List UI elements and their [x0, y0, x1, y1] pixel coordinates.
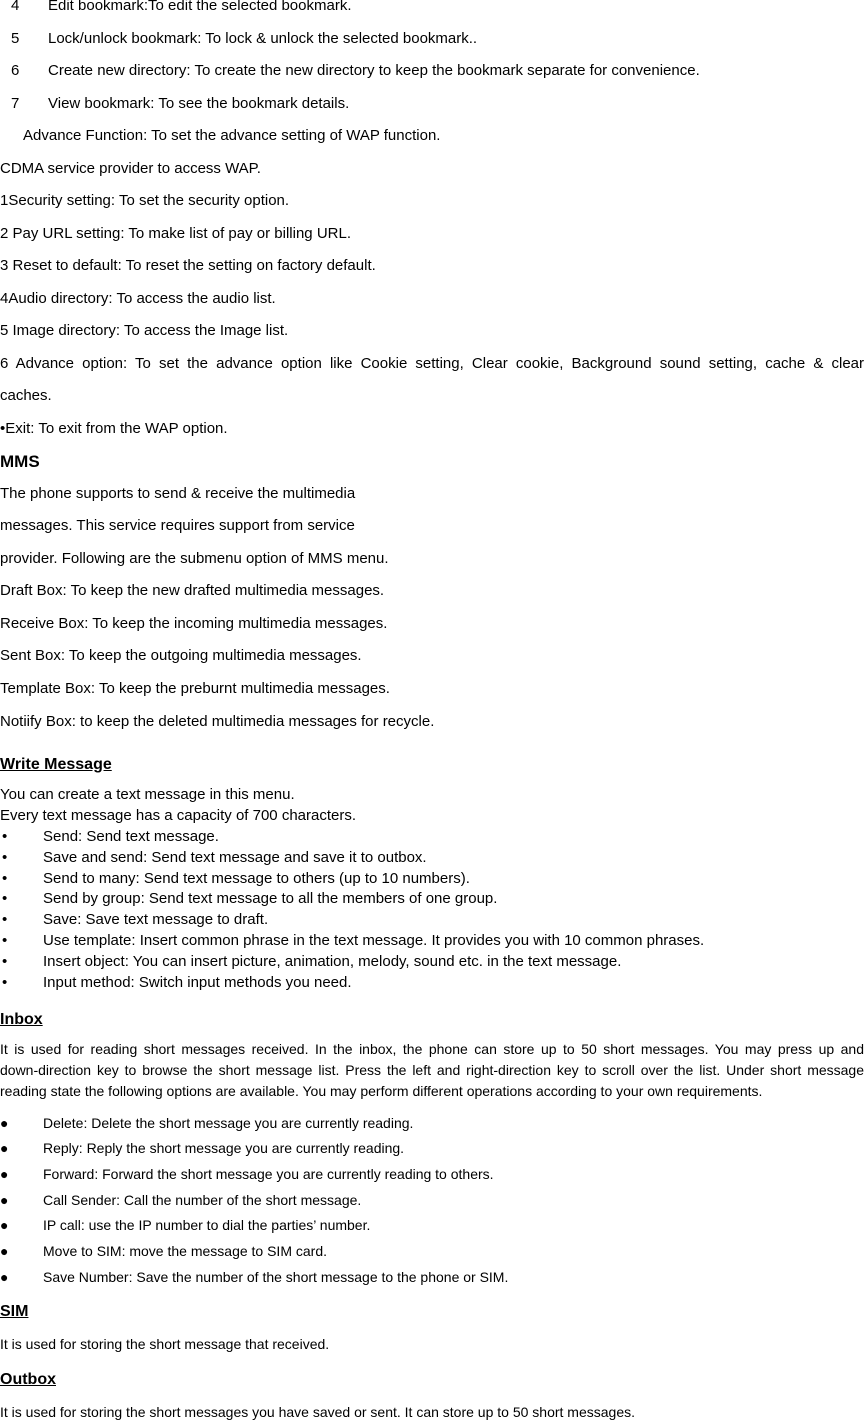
sim-heading: SIM [0, 1303, 29, 1320]
paragraph-line: Every text message has a capacity of 700 characters. [0, 807, 357, 824]
list-item: Send by group: Send text message to all the members of one group. [43, 890, 498, 907]
sim-text: It is used for storing the short message that received. [0, 1336, 330, 1352]
advance-option-line: 6 Advance option: To set the advance option like Cookie setting, Clear cookie, Background sound setting, cache & clear [0, 355, 864, 372]
bullet: ● [0, 1115, 9, 1131]
list-item: Call Sender: Call the number of the short message. [43, 1192, 362, 1208]
paragraph-line: You can create a text message in this menu. [0, 786, 295, 803]
bullet: ● [0, 1243, 9, 1259]
bullet: • [2, 932, 8, 949]
bullet: ● [0, 1140, 9, 1156]
list-item: Move to SIM: move the message to SIM card. [43, 1243, 327, 1259]
list-item: Save and send: Send text message and save it to outbox. [43, 849, 427, 866]
bullet: • [2, 870, 8, 887]
bullet: ● [0, 1269, 9, 1285]
paragraph-line: provider. Following are the submenu option of MMS menu. [0, 550, 389, 567]
list-item: 5 Image directory: To access the Image list. [0, 322, 289, 339]
list-item: Create new directory: To create the new directory to keep the bookmark separate for convenience. [48, 62, 700, 79]
bullet: • [2, 849, 8, 866]
list-item: 2 Pay URL setting: To make list of pay or billing URL. [0, 225, 351, 242]
paragraph-line: It is used for reading short messages received. In the inbox, the phone can store up to 50 short messages. You may press up and [0, 1041, 864, 1057]
outbox-text: It is used for storing the short messages you have saved or sent. It can store up to 50 short messages. [0, 1404, 635, 1420]
inbox-heading: Inbox [0, 1011, 43, 1028]
paragraph-line: reading state the following options are available. You may perform different operations according to your own requirements. [0, 1083, 763, 1099]
list-item: 3 Reset to default: To reset the setting on factory default. [0, 257, 376, 274]
list-item: Delete: Delete the short message you are currently reading. [43, 1115, 414, 1131]
advance-function-text: Advance Function: To set the advance setting of WAP function. [23, 127, 441, 144]
paragraph-line: Draft Box: To keep the new drafted multimedia messages. [0, 582, 385, 599]
list-item: Edit bookmark:To edit the selected bookmark. [48, 0, 352, 14]
paragraph-line: down-direction key to browse the short message list. Press the left and right-direction key to scroll over the list. Under short message [0, 1062, 864, 1078]
bullet: • [2, 953, 8, 970]
list-item: Lock/unlock bookmark: To lock & unlock the selected bookmark.. [48, 30, 478, 47]
paragraph-line: The phone supports to send & receive the multimedia [0, 485, 356, 502]
list-item: Use template: Insert common phrase in the text message. It provides you with 10 common phrases. [43, 932, 705, 949]
list-item: 4Audio directory: To access the audio list. [0, 290, 276, 307]
list-item: Input method: Switch input methods you need. [43, 974, 352, 991]
list-number: 5 [11, 30, 20, 47]
exit-text: •Exit: To exit from the WAP option. [0, 420, 228, 437]
advance-option-continuation: caches. [0, 387, 52, 404]
list-item: Send to many: Send text message to others (up to 10 numbers). [43, 870, 470, 887]
list-number: 4 [11, 0, 20, 14]
mms-heading: MMS [0, 452, 40, 471]
paragraph-line: Sent Box: To keep the outgoing multimedia messages. [0, 647, 362, 664]
bullet: • [2, 974, 8, 991]
list-number: 7 [11, 95, 20, 112]
paragraph-line: Notiify Box: to keep the deleted multimedia messages for recycle. [0, 713, 435, 730]
list-number: 6 [11, 62, 20, 79]
write-message-heading: Write Message [0, 756, 112, 773]
bullet: • [2, 890, 8, 907]
list-item: Save Number: Save the number of the short message to the phone or SIM. [43, 1269, 509, 1285]
bullet: • [2, 911, 8, 928]
cdma-text: CDMA service provider to access WAP. [0, 160, 261, 177]
paragraph-line: Template Box: To keep the preburnt multimedia messages. [0, 680, 390, 697]
paragraph-line: Receive Box: To keep the incoming multimedia messages. [0, 615, 388, 632]
bullet: ● [0, 1166, 9, 1182]
list-item: Send: Send text message. [43, 828, 219, 845]
list-item: Forward: Forward the short message you are currently reading to others. [43, 1166, 494, 1182]
list-item: 1Security setting: To set the security option. [0, 192, 290, 209]
bullet: ● [0, 1217, 9, 1233]
bullet: • [2, 828, 8, 845]
paragraph-line: messages. This service requires support from service [0, 517, 355, 534]
bullet: ● [0, 1192, 9, 1208]
list-item: Save: Save text message to draft. [43, 911, 269, 928]
list-item: IP call: use the IP number to dial the parties’ number. [43, 1217, 371, 1233]
list-item: Reply: Reply the short message you are currently reading. [43, 1140, 405, 1156]
list-item: View bookmark: To see the bookmark details. [48, 95, 350, 112]
list-item: Insert object: You can insert picture, animation, melody, sound etc. in the text message. [43, 953, 622, 970]
outbox-heading: Outbox [0, 1371, 56, 1388]
